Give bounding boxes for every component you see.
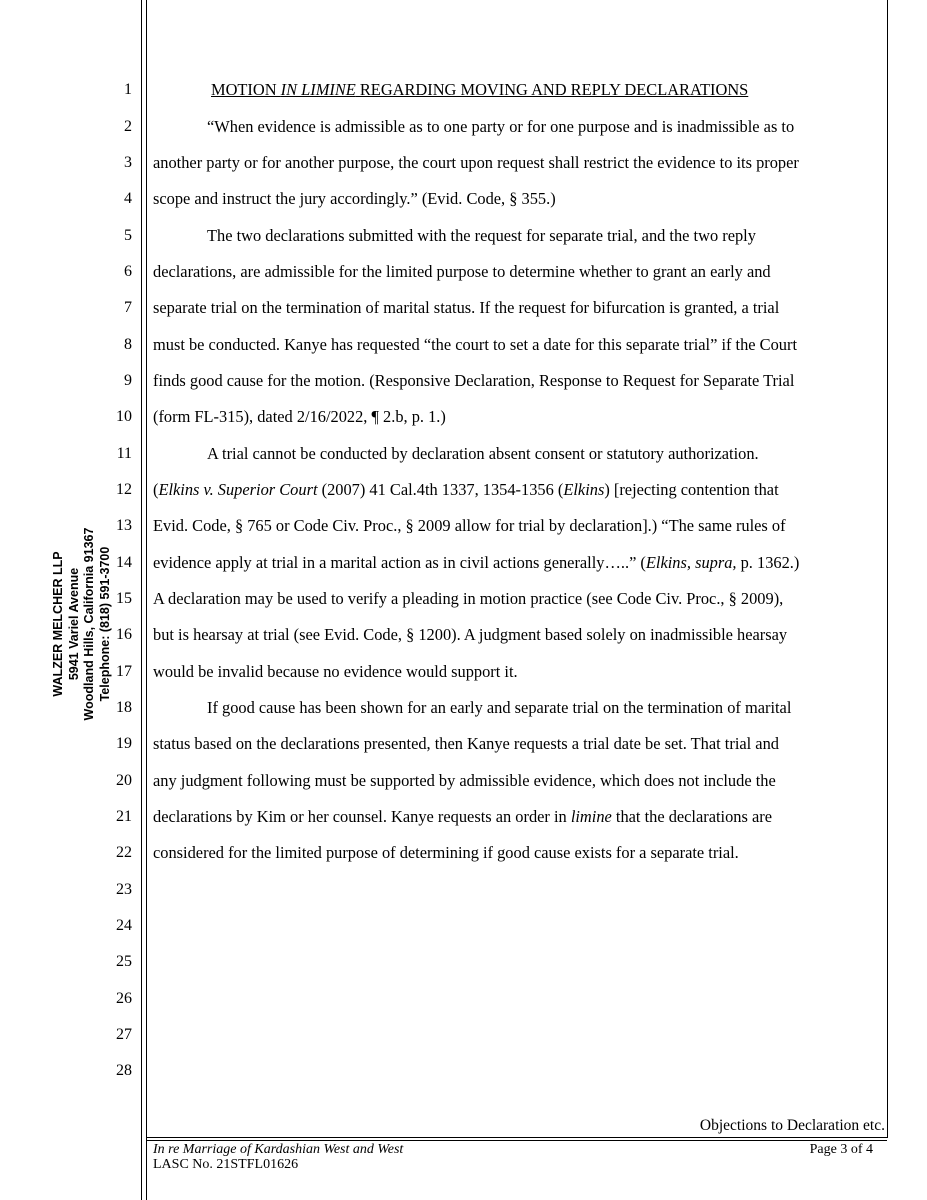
- line-number: 17: [116, 663, 132, 680]
- text-line: (form FL-315), dated 2/16/2022, ¶ 2.b, p. 1.): [153, 407, 446, 426]
- text-line: A declaration may be used to verify a pleading in motion practice (see Code Civ. Proc., § 2009),: [153, 589, 784, 608]
- firm-address: 5941 Variel Avenue: [66, 567, 81, 681]
- document-title: MOTION IN LIMINE REGARDING MOVING AND REPLY DECLARATIONS: [211, 80, 749, 99]
- line-number: 12: [116, 481, 132, 498]
- line-number: 18: [116, 699, 132, 716]
- footer-rule-bottom: [146, 1140, 887, 1141]
- line-number: 1: [124, 81, 132, 98]
- line-number: 28: [116, 1062, 132, 1079]
- line-number: 5: [124, 227, 132, 244]
- line-number: 10: [116, 408, 132, 425]
- text-line: would be invalid because no evidence would support it.: [153, 662, 518, 681]
- line-number: 22: [116, 844, 132, 861]
- firm-phone: Telephone: (818) 591-3700: [97, 546, 112, 702]
- text-line: declarations, are admissible for the limited purpose to determine whether to grant an early and: [153, 262, 771, 281]
- text-line: finds good cause for the motion. (Responsive Declaration, Response to Request for Separate Trial: [153, 371, 795, 390]
- line-number: 25: [116, 953, 132, 970]
- footer-page-number: Page 3 of 4: [809, 1142, 873, 1157]
- text-line: separate trial on the termination of marital status. If the request for bifurcation is granted, a trial: [153, 298, 780, 317]
- text-line: any judgment following must be supported by admissible evidence, which does not include the: [153, 771, 776, 790]
- text-line: considered for the limited purpose of determining if good cause exists for a separate trial.: [153, 843, 739, 862]
- text-line: (Elkins v. Superior Court (2007) 41 Cal.4th 1337, 1354-1356 (Elkins) [rejecting contention that: [153, 480, 779, 499]
- firm-city: Woodland Hills, California 91367: [82, 527, 96, 721]
- text-line: Evid. Code, § 765 or Code Civ. Proc., § 2009 allow for trial by declaration].) “The same rules of: [153, 516, 786, 535]
- text-line: but is hearsay at trial (see Evid. Code, § 1200). A judgment based solely on inadmissible hearsay: [153, 625, 788, 644]
- left-margin-rule-inner: [146, 0, 147, 1200]
- line-number: 19: [116, 735, 132, 752]
- right-margin-rule: [887, 0, 888, 1138]
- line-number: 11: [116, 445, 132, 462]
- text-line: status based on the declarations presented, then Kanye requests a trial date be set. That trial and: [153, 734, 779, 753]
- line-number: 2: [124, 118, 132, 135]
- line-number: 16: [116, 626, 132, 643]
- line-number: 27: [116, 1026, 132, 1043]
- line-number: 6: [124, 263, 132, 280]
- footer-case-number: LASC No. 21STFL01626: [153, 1157, 299, 1172]
- footer-document-title: Objections to Declaration etc.: [699, 1117, 885, 1134]
- line-number: 9: [124, 372, 132, 389]
- text-line: If good cause has been shown for an early and separate trial on the termination of marital: [207, 698, 792, 717]
- text-line: declarations by Kim or her counsel. Kanye requests an order in limine that the declarations are: [153, 807, 772, 826]
- line-number: 26: [116, 990, 132, 1007]
- footer-rule-top: [146, 1137, 887, 1138]
- firm-name: WALZER MELCHER LLP: [51, 551, 65, 697]
- line-number: 24: [116, 917, 132, 934]
- text-line: The two declarations submitted with the request for separate trial, and the two reply: [207, 226, 756, 245]
- line-number: 23: [116, 881, 132, 898]
- line-number: 20: [116, 772, 132, 789]
- text-line: A trial cannot be conducted by declaration absent consent or statutory authorization.: [207, 444, 759, 463]
- line-number: 3: [124, 154, 132, 171]
- text-line: another party or for another purpose, the court upon request shall restrict the evidence to its proper: [153, 153, 799, 172]
- line-number: 4: [124, 190, 132, 207]
- text-line: evidence apply at trial in a marital action as in civil actions generally…..” (Elkins, supra, p. 1362.): [153, 553, 800, 572]
- line-number: 7: [124, 299, 132, 316]
- footer-case-name: In re Marriage of Kardashian West and West: [153, 1142, 404, 1157]
- text-line: scope and instruct the jury accordingly.” (Evid. Code, § 355.): [153, 189, 556, 208]
- line-number: 13: [116, 517, 132, 534]
- text-line: must be conducted. Kanye has requested “the court to set a date for this separate trial” if the Court: [153, 335, 798, 354]
- line-number: 8: [124, 336, 132, 353]
- text-line: “When evidence is admissible as to one party or for one purpose and is inadmissible as to: [207, 117, 795, 136]
- line-number: 14: [116, 554, 132, 571]
- left-margin-rule-outer: [141, 0, 142, 1200]
- line-number: 15: [116, 590, 132, 607]
- line-number: 21: [116, 808, 132, 825]
